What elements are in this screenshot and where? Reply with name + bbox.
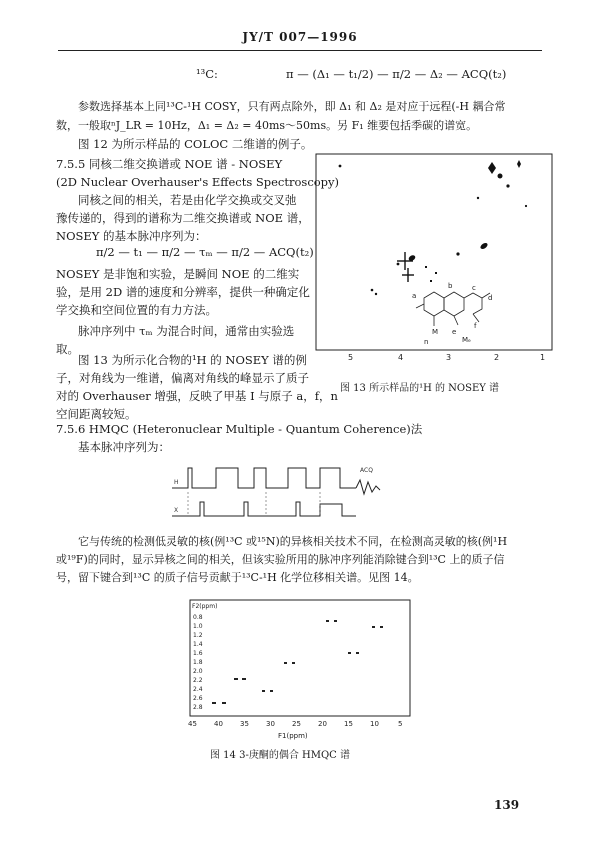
svg-text:40: 40 — [214, 720, 223, 728]
svg-text:1.4: 1.4 — [193, 641, 203, 648]
svg-text:45: 45 — [188, 720, 197, 728]
figure-14-hmqc-spectrum — [176, 592, 420, 742]
svg-text:1.8: 1.8 — [193, 659, 203, 666]
svg-text:Mₑ: Mₑ — [462, 336, 471, 344]
nosey-paragraph-line: 学交换和空间位置的有力方法。 — [56, 303, 217, 317]
svg-text:ACQ: ACQ — [360, 467, 373, 474]
header-rule — [58, 50, 542, 51]
figure-13-nosey-spectrum — [312, 148, 560, 364]
cosy-paragraph-line: 数，一般取ⁿJ_LR = 10Hz，Δ₁ = Δ₂ = 40ms～50ms。另 F₁ 维要包括季碳的谱宽。 — [56, 119, 478, 132]
nosey-paragraph-line: 脉冲序列中 τₘ 为混合时间，通常由实验选 — [78, 324, 295, 338]
figure-14-caption: 图 14 3-庚酮的偶合 HMQC 谱 — [210, 750, 350, 761]
svg-text:2.0: 2.0 — [193, 668, 203, 675]
svg-text:10: 10 — [370, 720, 379, 728]
cosy-seq-label: ¹³C: — [196, 67, 218, 81]
nosey-paragraph-line: 验，是用 2D 谱的速度和分辨率，提供一种确定化 — [56, 285, 310, 299]
axis-tick-label: 3 — [446, 353, 452, 362]
nosey-paragraph-line: NOSEY 是非饱和实验，是瞬间 NOE 的二维实 — [56, 267, 300, 281]
nosey-paragraph-line: 子，对角线为一维谱，偏离对角线的峰显示了质子 — [56, 371, 309, 385]
svg-text:c: c — [472, 284, 476, 292]
svg-text:2.6: 2.6 — [193, 695, 203, 702]
svg-text:e: e — [452, 328, 457, 336]
axis-tick-label: 2 — [494, 353, 500, 362]
figure-13-axis-ticks — [348, 353, 545, 362]
y-axis-title: F2(ppm) — [192, 603, 218, 610]
svg-text:b: b — [448, 282, 453, 290]
svg-text:25: 25 — [292, 720, 301, 728]
hmqc-paragraph-line: 它与传统的检测低灵敏的核(例¹³C 或¹⁵N)的异核相关技术不同，在检测高灵敏的核(例¹H — [78, 535, 508, 548]
running-header: JY/T 007—1996 — [242, 30, 358, 44]
molecule-labels — [412, 282, 492, 346]
off-diagonal-peaks — [371, 266, 437, 295]
svg-text:2.4: 2.4 — [193, 686, 203, 693]
svg-text:35: 35 — [240, 720, 249, 728]
svg-text:n: n — [424, 338, 429, 346]
svg-text:X: X — [174, 507, 179, 514]
hmqc-paragraph-line: 号，留下键合到¹³C 的质子信号贡献于¹³C-¹H 化学位移相关谱。见图 14。 — [56, 571, 419, 584]
svg-text:1.0: 1.0 — [193, 623, 203, 630]
svg-text:2.2: 2.2 — [193, 677, 203, 684]
hmqc-correlation-peaks — [212, 620, 383, 704]
section-7-5-6-title: 7.5.6 HMQC (Heteronuclear Multiple - Quantum Coherence)法 — [56, 422, 423, 436]
svg-text:1.6: 1.6 — [193, 650, 203, 657]
section-7-5-5-title: 7.5.5 同核二维交换谱或 NOE 谱 - NOSEY — [56, 157, 283, 171]
axis-tick-label: 4 — [398, 353, 404, 362]
figure-14-frame — [190, 600, 410, 716]
svg-text:5: 5 — [398, 720, 403, 728]
cosy-paragraph-line: 参数选择基本上同¹³C-¹H COSY，只有两点除外，即 Δ₁ 和 Δ₂ 是对应于远程(-H 耦合常 — [78, 100, 506, 113]
svg-text:15: 15 — [344, 720, 353, 728]
nosey-paragraph-line: 对的 Overhauser 增强，反映了甲基 I 与原子 a，f，n — [56, 389, 338, 403]
svg-text:a: a — [412, 292, 417, 300]
x-axis-title: F1(ppm) — [278, 732, 308, 740]
nosey-paragraph-line: 取。 — [56, 342, 79, 356]
figure-13-caption: 图 13 所示样品的¹H 的 NOSEY 谱 — [340, 383, 500, 394]
x-axis-ticks — [188, 720, 402, 728]
colc-example-line: 图 12 为所示样品的 COLOC 二维谱的例子。 — [78, 137, 313, 151]
nosey-paragraph-line: 图 13 为所示化合物的¹H 的 NOSEY 谱的例 — [78, 353, 307, 367]
svg-text:H: H — [174, 479, 179, 486]
svg-text:1.2: 1.2 — [193, 632, 203, 639]
svg-text:d: d — [488, 294, 493, 302]
nosey-paragraph-line: 豫传递的，得到的谱称为二维交换谱或 NOE 谱， — [56, 211, 310, 225]
hmqc-sequence-intro: 基本脉冲序列为： — [78, 440, 170, 454]
molecule-structure — [416, 292, 493, 326]
svg-text:20: 20 — [318, 720, 327, 728]
svg-text:M: M — [432, 328, 439, 336]
axis-tick-label: 1 — [540, 353, 546, 362]
nosey-paragraph-line: 同核之间的相关，若是由化学交换或交叉弛 — [78, 193, 297, 207]
svg-text:2.8: 2.8 — [193, 704, 203, 711]
section-7-5-5-subtitle: (2D Nuclear Overhauser's Effects Spectroscopy) — [56, 175, 340, 189]
nosey-paragraph-line: 空间距离较短。 — [56, 407, 137, 421]
svg-text:f: f — [474, 322, 477, 330]
diagonal-peaks — [339, 160, 527, 265]
svg-text:30: 30 — [266, 720, 275, 728]
y-axis-ticks — [193, 614, 203, 711]
nosey-pulse-sequence: π/2 — t₁ — π/2 — τₘ — π/2 — ACQ(t₂) — [96, 245, 314, 259]
page-number: 139 — [494, 798, 520, 812]
nosey-paragraph-line: NOSEY 的基本脉冲序列为： — [56, 229, 207, 243]
hmqc-pulse-sequence-diagram — [170, 458, 390, 522]
cosy-seq-formula: π — (Δ₁ — t₁/2) — π/2 — Δ₂ — ACQ(t₂) — [286, 67, 507, 81]
axis-tick-label: 5 — [348, 353, 354, 362]
hmqc-paragraph-line: 或¹⁹F)的同时，显示异核之间的相关，但该实验所用的脉冲序列能消除键合到¹³C 上的质子信 — [56, 553, 505, 566]
svg-text:0.8: 0.8 — [193, 614, 203, 621]
